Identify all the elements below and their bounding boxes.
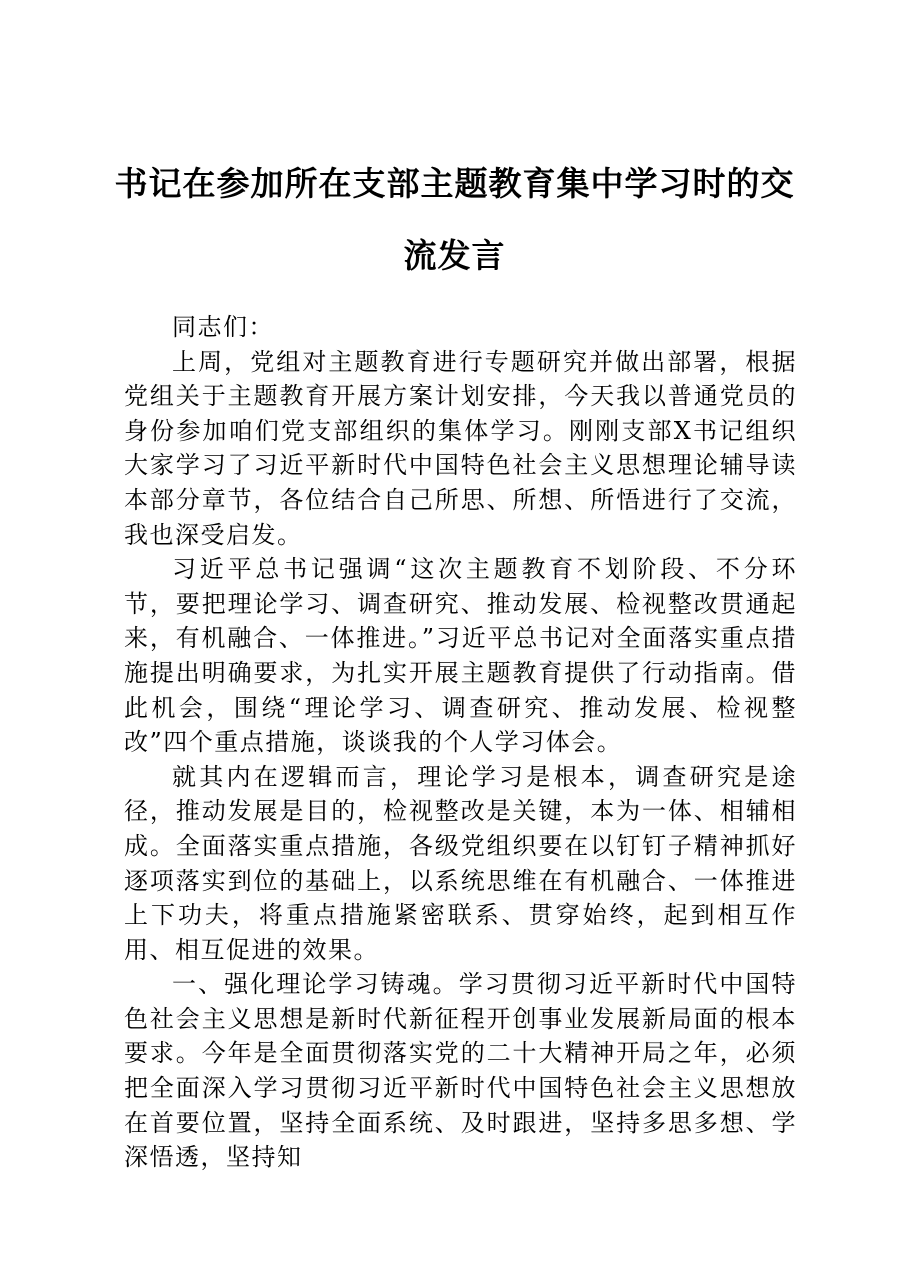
document-body bbox=[124, 310, 797, 1175]
paragraph-salutation: 同志们： bbox=[172, 313, 274, 341]
paragraph: 一、强化理论学习铸魂。学习贯彻习近平新时代中国特色社会主义思想是新时代新征程开创事业发展新局面的根本要求。今年是全面贯彻落实党的二十大精神开局之年，必须把全面深入学习贯彻习近平新时代中国特色社会主义思想放在首要位置，坚持全面系统、及时跟进，坚持多思多想、学深悟透，坚持知 bbox=[124, 970, 797, 1172]
paragraph: 习近平总书记强调“这次主题教育不划阶段、不分环节，要把理论学习、调查研究、推动发展、检视整改贯通起来，有机融合、一体推进。”习近平总书记对全面落实重点措施提出明确要求，为扎实开展主题教育提供了行动指南。借此机会，围绕“理论学习、调查研究、推动发展、检视整改”四个重点措施，谈谈我的个人学习体会。 bbox=[124, 555, 797, 757]
document-title: 书记在参加所在支部主题教育集中学习时的交流发言 bbox=[114, 164, 795, 275]
paragraph: 上周，党组对主题教育进行专题研究并做出部署，根据党组关于主题教育开展方案计划安排，今天我以普通党员的身份参加咱们党支部组织的集体学习。刚刚支部X书记组织大家学习了习近平新时代中国特色社会主义思想理论辅导读本部分章节，各位结合自己所思、所想、所悟进行了交流，我也深受启发。 bbox=[124, 347, 797, 549]
paragraph: 就其内在逻辑而言，理论学习是根本，调查研究是途径，推动发展是目的，检视整改是关键，本为一体、相辅相成。全面落实重点措施，各级党组织要在以钉钉子精神抓好逐项落实到位的基础上，以系统思维在有机融合、一体推进上下功夫，将重点措施紧密联系、贯穿始终，起到相互作用、相互促进的效果。 bbox=[124, 762, 797, 964]
